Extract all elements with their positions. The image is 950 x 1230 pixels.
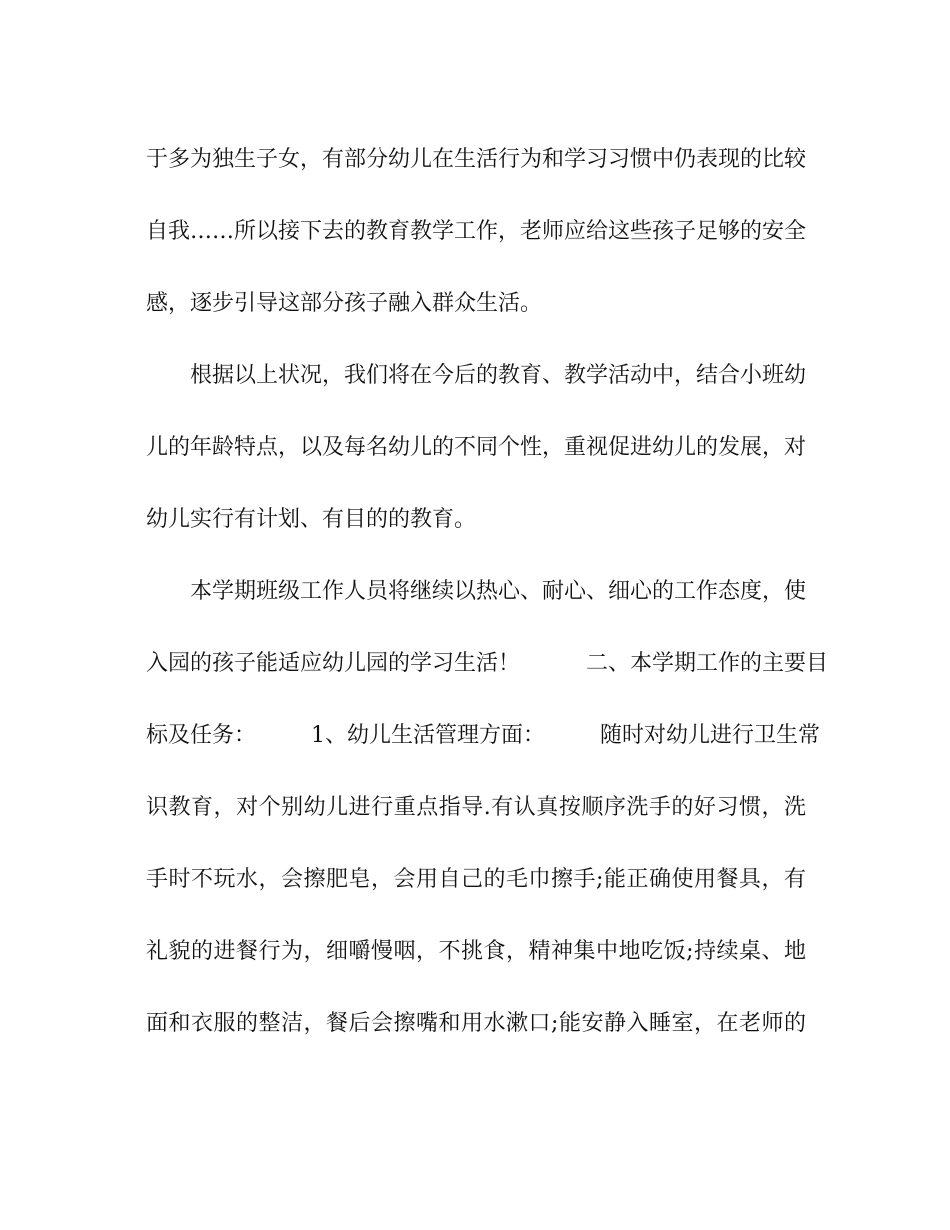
text-line: 幼儿实行有计划、有目的的教育。 — [146, 507, 477, 532]
text-line: 根据以上状况，我们将在今后的教育、教学活动中，结合小班幼 — [146, 363, 807, 388]
text-line: 面和衣服的整洁，餐后会擦嘴和用水漱口;能安静入睡室，在老师的 — [146, 1011, 806, 1036]
text-line: 入园的孩子能适应幼儿园的学习生活！ 二、本学期工作的主要目 — [146, 651, 829, 676]
text-line: 感，逐步引导这部分孩子融入群众生活。 — [146, 291, 543, 316]
text-line: 于多为独生子女，有部分幼儿在生活行为和学习习惯中仍表现的比较 — [146, 147, 807, 172]
text-line: 儿的年龄特点，以及每名幼儿的不同个性，重视促进幼儿的发展，对 — [146, 435, 807, 460]
body-text — [146, 138, 829, 1074]
text-line: 标及任务： 1、幼儿生活管理方面： 随时对幼儿进行卫生常 — [146, 723, 820, 748]
text-line: 本学期班级工作人员将继续以热心、耐心、细心的工作态度，使 — [146, 579, 807, 604]
text-line: 礼貌的进餐行为，细嚼慢咽，不挑食，精神集中地吃饭;持续桌、地 — [146, 939, 806, 964]
text-line: 手时不玩水，会擦肥皂，会用自己的毛巾擦手;能正确使用餐具，有 — [146, 867, 806, 892]
text-line: 识教育，对个别幼儿进行重点指导.有认真按顺序洗手的好习惯，洗 — [146, 795, 806, 820]
text-line: 自我……所以接下去的教育教学工作，老师应给这些孩子足够的安全 — [146, 219, 807, 244]
